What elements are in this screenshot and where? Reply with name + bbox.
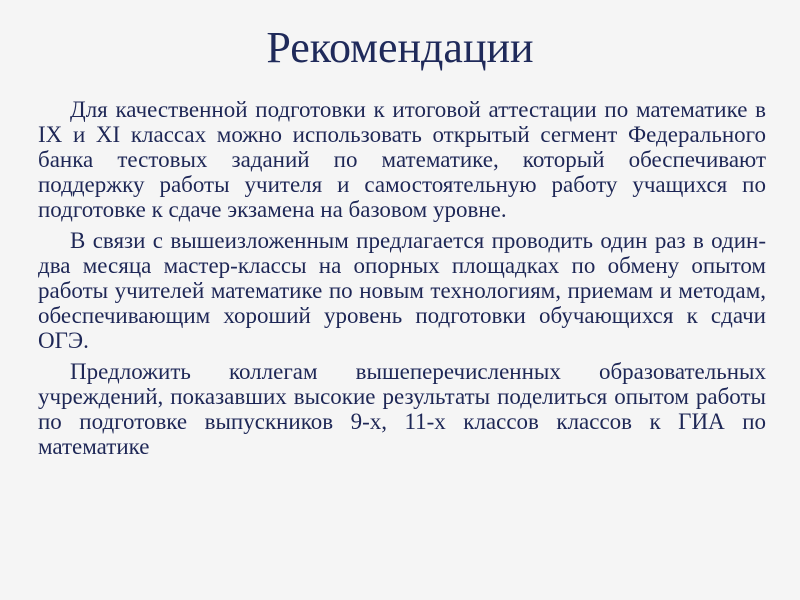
slide-title: Рекомендации (266, 23, 534, 72)
paragraph-1: Для качественной подготовки к итоговой аттестации по математике в IX и XI классах можно использовать открытый сегмент Федерального банка тестовых заданий по математике, который обеспечивают поддержку работы учителя и самостоятельную работу учащихся по подготовке к сдаче экзамена на базовом уровне. (38, 97, 766, 222)
paragraph-2: В связи с вышеизложенным предлагается проводить один раз в один-два месяца мастер-классы на опорных площадках по обмену опытом работы учителей математике по новым технологиям, приемам и методам, обеспечивающим хороший уровень подготовки обучающихся к сдачи ОГЭ. (38, 228, 766, 353)
paragraph-3: Предложить коллегам вышеперечисленных образовательных учреждений, показавших высокие результаты поделиться опытом работы по подготовке выпускников 9-х, 11-х классов классов к ГИА по математике (38, 359, 766, 459)
slide-body (38, 97, 766, 465)
